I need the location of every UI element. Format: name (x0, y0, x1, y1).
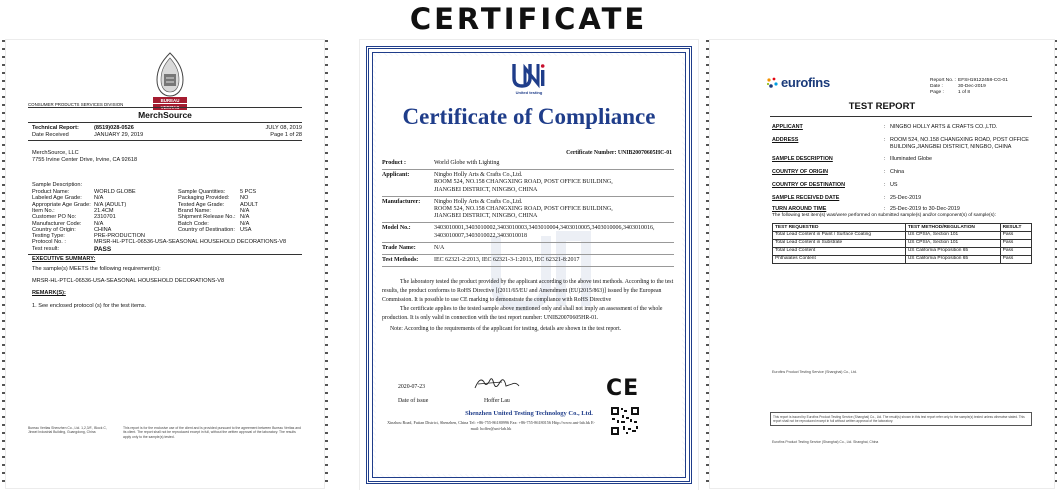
page-banner: CERTIFICATE (409, 2, 648, 36)
field-value: N/A (ADULT) (94, 201, 127, 208)
field-label: Labeled Age Grade: (32, 195, 82, 202)
field-label: Applicant: (382, 172, 410, 179)
field-label: COUNTRY OF DESTINATION (772, 182, 845, 188)
footer-company: Eurofins Product Testing Service (Shanghai) Co., Ltd. (772, 370, 858, 374)
footer-disclaimer: This report is issued by Eurofins Product Testing Service (Shanghai) Co., Ltd. The result(s) shown in this test report refer only to the sample(s) tested unless otherwise stated. This report shall not be reproduced except in full without written approval of the laboratory. (770, 412, 1032, 426)
field-label: Manufacturer: (382, 198, 421, 205)
field-label: Model No.: (382, 225, 411, 232)
certificate-field (382, 255, 674, 267)
field-label: Tested Age Grade: (178, 201, 225, 208)
field-label: Trade Name: (382, 244, 416, 251)
field-label: Manufacturer Code: (32, 220, 82, 227)
field-value: Ningbo Holly Arts & Crafts Co.,Ltd. ROOM 524, NO.158 CHANGXING ROAD, POST OFFICE BUILDING, JIANGBEI DISTRICT, NINGBO, CHINA (434, 198, 613, 220)
field-label: Product Name: (32, 189, 70, 195)
field-label: Appropriate Age Grade: (32, 201, 91, 208)
remark-item: 1. See enclosed protocol (s) for the test items. (32, 303, 147, 309)
tech-report-row: Technical Report: (8519)028-0526 JULY 08, 2019 (32, 125, 302, 131)
certificate-field (382, 158, 674, 170)
table-row (773, 255, 1032, 263)
field-value: ADULT (240, 201, 258, 208)
field-value: World Globe with Lighting (434, 160, 500, 166)
merchsource-technical-report: BUREAU VERITAS CONSUMER PRODUCTS SERVICES DIVISION MerchSource Technical Report: (8519)028-0526 JULY 08, 2019 Date Received JANUARY 29, 2019 Page 1 of 28 MerchSource, LLC 7755 Irvine Center Drive, Irvine, CA 92618 Sample Description: Test result: PASS EXECUTIVE SUMMARY: The sample(s) MEETS the following requirement(s): MRSR-HL-PTCL-06536-USA-SEASONAL HOUSEHOLD DECORATIONS-V8 REMARK(S): 1. See enclosed protocol (s) for the test items. Bureau Veritas Shenzhen Co., Ltd. 1,2,3/F., Block C, Jinwei Industrial Building, Guangdong, China This report is for the exclusive use of the client and is provided pursuant to the agreement between Bureau Veritas and its client. The report shall not be reproduced except in full, without the written approval of the laboratory. The results apply only to the sample(s) tested. Product Name: WORLD GLOBE Labeled Age Grade: N/A Appropriate Age Grade: N/A (ADULT) Item No.: 21.4CM Customer PO No: 2310701 Manufacturer Code: N/A Country of Origin: CHINA Testing Type: PRE-PRODUCTION Protocol No. : MRSR-HL-PTCL-06536-USA-SEASONAL HOUSEHOLD DECORATIONS-V8 Sample Quantities: 5 PCS Packaging Provided: NO Tested Age Grade: ADULT Brand Name: N/A Shipment Release No.: N/A Batch Code: N/A Country of Destination: USA (6, 40, 324, 488)
field-label: Product : (382, 160, 407, 166)
certificate-title: Certificate of Compliance (402, 104, 656, 129)
table-cell: Total Lead Content in Paint / Surface Coating (773, 231, 906, 239)
report-field (772, 182, 1032, 189)
certificate-body: The laboratory tested the product provided by the applicant according to the above test methods. According to the test results, the product conforms to RoHS Directive [(2011/65/EU and Amendment (EU)2015/863)] issued by the European Commission. It is possible to use CE marking to demonstrate the compliance with RoHS Directive The certificate applies to the tested sample above mentioned only and shall not imply an assessment of the whole production. It is only valid in connection with the test report number: UNIB20070605HR-01. Note: According to the requirements of the applicant for testing, details are shown in the test report. (382, 279, 674, 332)
signature (472, 374, 522, 392)
table-cell: Total Lead Content in Substrate (773, 239, 906, 247)
field-value: ROOM 524, NO.158 CHANGXING ROAD, POST OFFICE BUILDING,JIANGBEI DISTRICT, NINGBO, CHINA (890, 137, 1029, 150)
table-header: RESULT (1000, 224, 1031, 232)
table-note: The following test item(s) was/were performed on submitted sample(s) and/or component(s) of sample(s): (772, 213, 996, 218)
sample-field (178, 227, 302, 234)
field-value: IEC 62321-2:2013, IEC 62321-3-1:2013, IEC 62321-8:2017 (434, 256, 580, 263)
field-label: Country of Destination: (178, 226, 235, 233)
field-value: Illuminated Globe (890, 156, 932, 162)
field-value: NINGBO HOLLY ARTS & CRAFTS CO.,LTD. (890, 124, 998, 130)
field-colon: : (884, 169, 886, 175)
report-title: MerchSource (138, 110, 192, 120)
field-value: PRE-PRODUCTION (94, 233, 145, 240)
field-label: Sample Quantities: (178, 189, 226, 195)
table-row (773, 247, 1032, 255)
table-header: TEST METHOD/REGULATION (905, 224, 1000, 232)
remarks-heading: REMARK(S): (32, 290, 66, 296)
field-value: N/A (94, 220, 104, 227)
table-cell: Phthalates Content (773, 255, 906, 263)
table-cell: US CPSIA, Section 101 (905, 239, 1000, 247)
certificate-of-compliance (360, 40, 698, 490)
table-row (773, 239, 1032, 247)
field-value: 25-Dec-2019 to 30-Dec-2019 (890, 206, 960, 212)
report-field (772, 169, 1032, 176)
table-cell: Pass (1000, 231, 1031, 239)
field-colon: : (884, 206, 886, 212)
field-value: N/A (94, 195, 104, 202)
field-value: 21.4CM (94, 207, 114, 214)
sample-field (32, 239, 302, 246)
field-label: Test Methods: (382, 256, 419, 263)
test-results-table (772, 223, 1032, 264)
sample-description-label: Sample Description: (32, 182, 83, 188)
testing-company-address: Xinzhou Road, Futian District, Shenzhen, China Tel: +86-755-86180996 Fax: +86-755-86180156 Http://www.uni-lab.hk E-mail: hoffer@uni-lab.hk (387, 420, 595, 431)
divider (28, 254, 302, 255)
field-value: N/A (240, 220, 250, 227)
field-value: USA (240, 226, 252, 233)
field-label: Country of Origin: (32, 226, 76, 233)
field-colon: : (884, 124, 886, 130)
division-label: CONSUMER PRODUCTS SERVICES DIVISION (28, 102, 124, 107)
client-address: 7755 Irvine Center Drive, Irvine, CA 92618 (32, 157, 138, 163)
field-value: MRSR-HL-PTCL-06536-USA-SEASONAL HOUSEHOLD DECORATIONS-V8 (94, 239, 287, 246)
field-value: US (890, 182, 898, 188)
table-cell: US California Proposition 65 (905, 255, 1000, 263)
divider (770, 116, 1032, 117)
united-testing-logo (508, 62, 548, 90)
report-field (772, 124, 1032, 131)
field-value: N/A (240, 207, 250, 214)
report-field (772, 206, 1032, 213)
field-label: TURN AROUND TIME (772, 206, 827, 212)
eurofins-dots-icon (765, 76, 779, 90)
field-value: CHINA (94, 226, 112, 233)
table-cell: Pass (1000, 239, 1031, 247)
field-label: Shipment Release No.: (178, 214, 236, 221)
field-value: 2310701 (94, 214, 116, 221)
footer-address: Eurofins Product Testing Service (Shanghai) Co., Ltd. Shanghai, China (772, 440, 879, 444)
field-label: APPLICANT (772, 124, 803, 130)
field-value: N/A (434, 244, 445, 251)
field-colon: : (884, 195, 886, 201)
field-value: 3403010001,3403010002,3403010003,3403010004,3403010005,3403010006,3403010016, 3403010007,3403010022,3403010018 (434, 225, 655, 239)
signer-name: Hoffer Lau (484, 398, 510, 404)
testing-company-name: Shenzhen United Testing Technology Co., Ltd. (465, 410, 593, 417)
field-label: Packaging Provided: (178, 195, 230, 202)
bureau-veritas-logo (151, 52, 189, 114)
date-of-issue-label: Date of issue (398, 398, 429, 404)
field-value: NO (240, 195, 249, 202)
certificate-field (382, 197, 674, 224)
field-label: ADDRESS (772, 137, 799, 143)
table-cell: US California Proposition 65 (905, 247, 1000, 255)
svg-text:VERITAS: VERITAS (160, 104, 180, 110)
certificate-field (382, 223, 674, 242)
field-value: China (890, 169, 905, 175)
field-value: 5 PCS (240, 189, 257, 195)
certificate-number: Certificate Number: UNIB20070605HC-01 (566, 150, 672, 156)
issue-date: 2020-07-23 (398, 384, 426, 390)
field-colon: : (884, 137, 886, 143)
report-field (772, 137, 1032, 151)
executive-summary-heading: EXECUTIVE SUMMARY: (32, 256, 96, 262)
client-name: MerchSource, LLC (32, 150, 79, 156)
field-label: COUNTRY OF ORIGIN (772, 169, 829, 175)
field-colon: : (884, 182, 886, 188)
ce-mark: CE (606, 376, 640, 401)
divider (28, 122, 302, 123)
svg-text:BUREAU: BUREAU (160, 97, 180, 103)
logo-caption: United testing (515, 90, 543, 95)
date-received-row: Date Received JANUARY 29, 2019 Page 1 of 28 (32, 132, 302, 138)
table-cell: Total Lead Content (773, 247, 906, 255)
field-value: Ningbo Holly Arts & Crafts Co.,Ltd. ROOM 524, NO.158 CHANGXING ROAD, POST OFFICE BUILDING, JIANGBEI DISTRICT, NINGBO, CHINA (434, 172, 613, 193)
report-field (772, 195, 1032, 202)
table-cell: Pass (1000, 255, 1031, 263)
report-meta: Report No. : EFSH19122458-CG-01 Date : 30-Dec-2019 Page : 1 of 8 (930, 78, 1008, 96)
report-title: TEST REPORT (848, 101, 916, 112)
certificate-field (382, 170, 674, 197)
field-value: N/A (240, 214, 250, 221)
summary-line: The sample(s) MEETS the following requirement(s): (32, 266, 161, 272)
test-result-row: Test result: PASS (32, 246, 112, 253)
field-label: SAMPLE DESCRIPTION (772, 156, 833, 162)
eurofins-test-report (710, 40, 1054, 488)
field-label: Testing Type: (32, 233, 65, 240)
table-header: TEST REQUESTED (773, 224, 906, 232)
table-cell: Pass (1000, 247, 1031, 255)
field-label: Brand Name: (178, 207, 211, 214)
field-value: 25-Dec-2019 (890, 195, 922, 201)
certificate-field (382, 243, 674, 255)
eurofins-logo: eurofins (765, 75, 830, 91)
field-label: Batch Code: (178, 220, 209, 227)
field-label: Customer PO No: (32, 214, 77, 221)
certificate-fields (382, 158, 674, 267)
protocol-line: MRSR-HL-PTCL-06536-USA-SEASONAL HOUSEHOLD DECORATIONS-V8 (32, 278, 225, 284)
field-colon: : (884, 156, 886, 162)
field-label: Protocol No. : (32, 239, 66, 246)
field-label: SAMPLE RECEIVED DATE (772, 195, 840, 201)
field-value: WORLD GLOBE (94, 189, 136, 195)
table-cell: US CPSIA, Section 101 (905, 231, 1000, 239)
field-label: Item No.: (32, 207, 55, 214)
report-field (772, 156, 1032, 163)
divider (28, 140, 302, 141)
table-row (773, 231, 1032, 239)
